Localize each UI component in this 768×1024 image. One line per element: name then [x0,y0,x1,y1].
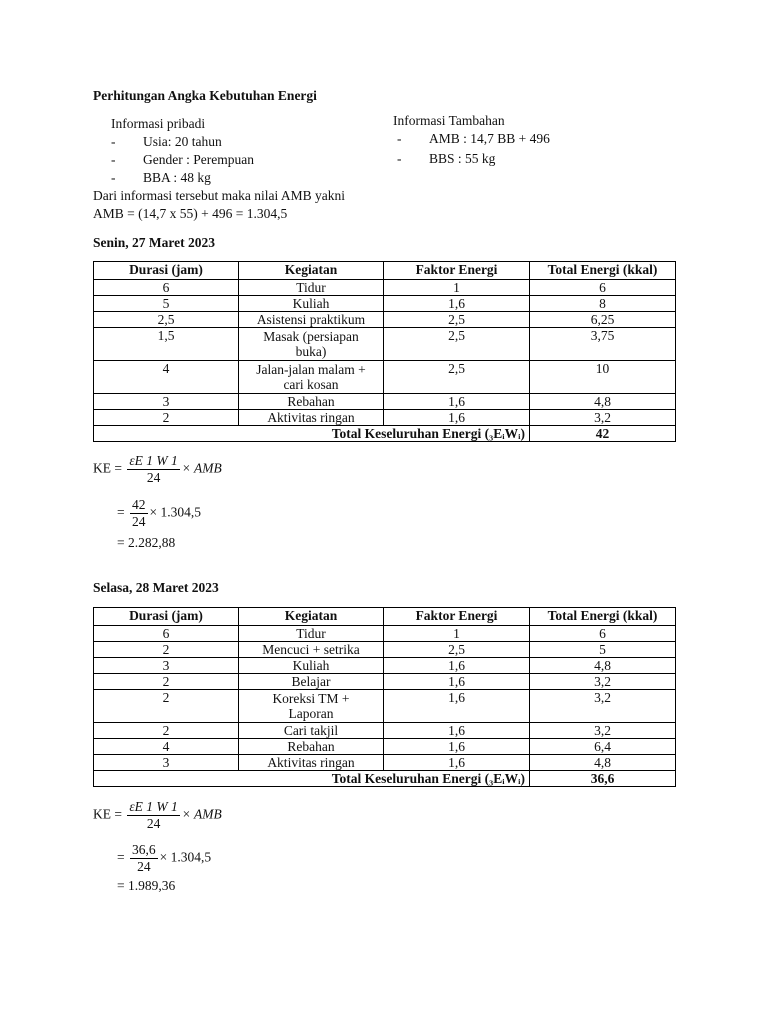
cell-duration: 3 [94,658,239,674]
ke-substitution: = $\frac{36,6}{24}$ × 1.304,5 [117,842,212,874]
document-title: Perhitungan Angka Kebutuhan Energi [93,88,317,103]
formula-fraction: $\frac{\varepsilon E 1 W 1}{24}$ [129,453,178,485]
table-row [94,280,676,296]
cell-duration: 1,5 [94,328,239,361]
cell-energy-factor: 2,5 [384,361,530,394]
day1-heading: Senin, 27 Maret 2023 [93,235,215,250]
amb-calculation-line: AMB = (14,7 x 55) + 496 = 1.304,5 [93,206,288,221]
cell-total-energy: 4,8 [530,658,676,674]
cell-total-energy: 10 [530,361,676,394]
cell-activity: Aktivitas ringan [239,755,384,771]
cell-activity: Belajar [239,674,384,690]
personal-info-item: - BBA : 48 kg [111,170,211,185]
cell-activity: Rebahan [239,394,384,410]
col-header-activity: Kegiatan [239,262,384,280]
cell-duration: 2 [94,410,239,426]
col-header-activity: Kegiatan [239,608,384,626]
ke-formula: KE = $\frac{\varepsilon E 1 W 1}{24}$ × AMB [93,799,222,831]
cell-activity: Aktivitas ringan [239,410,384,426]
cell-energy-factor: 1 [384,280,530,296]
cell-energy-factor: 1,6 [384,723,530,739]
cell-total-energy: 8 [530,296,676,312]
table-row [94,658,676,674]
cell-activity: Kuliah [239,658,384,674]
cell-total-energy: 3,75 [530,328,676,361]
personal-info-heading: Informasi pribadi [111,116,206,131]
ke-formula: KE = $\frac{\varepsilon E 1 W 1}{24}$ × AMB [93,453,222,485]
cell-duration: 4 [94,361,239,394]
extra-info-heading: Informasi Tambahan [393,113,505,128]
cell-total-energy: 6,4 [530,739,676,755]
cell-activity: Rebahan [239,739,384,755]
col-header-duration: Durasi (jam) [94,608,239,626]
cell-total-energy: 3,2 [530,410,676,426]
table-header-row [94,608,676,626]
cell-energy-factor: 2,5 [384,642,530,658]
cell-activity: Koreksi TM + Laporan [239,690,384,723]
cell-total-energy: 6 [530,626,676,642]
table-row [94,755,676,771]
ke-result: = 1.989,36 [117,878,176,893]
table-row [94,361,676,394]
cell-energy-factor: 1,6 [384,658,530,674]
cell-total-energy: 6 [530,280,676,296]
cell-energy-factor: 2,5 [384,328,530,361]
col-header-duration: Durasi (jam) [94,262,239,280]
cell-duration: 2 [94,642,239,658]
cell-total-energy: 3,2 [530,674,676,690]
cell-energy-factor: 1 [384,626,530,642]
cell-duration: 2,5 [94,312,239,328]
cell-duration: 2 [94,674,239,690]
total-energy-label: Total Keseluruhan Energi (₃EᵢWᵢ) [94,771,530,787]
total-energy-value: 42 [530,426,676,442]
cell-total-energy: 3,2 [530,723,676,739]
personal-info-item: - Usia: 20 tahun [111,134,222,149]
table-row [94,723,676,739]
table-total-row [94,771,676,787]
cell-activity: Tidur [239,626,384,642]
cell-energy-factor: 1,6 [384,296,530,312]
cell-duration: 3 [94,394,239,410]
cell-duration: 6 [94,626,239,642]
day2-energy-table [93,607,676,787]
cell-activity: Jalan-jalan malam + cari kosan [239,361,384,394]
cell-activity: Kuliah [239,296,384,312]
cell-activity: Cari takjil [239,723,384,739]
table-row [94,312,676,328]
col-header-energy-factor: Faktor Energi [384,262,530,280]
substitution-fraction: $\frac{42}{24}$ [132,497,146,529]
cell-activity: Masak (persiapan buka) [239,328,384,361]
cell-total-energy: 3,2 [530,690,676,723]
day1-energy-table [93,261,676,442]
cell-duration: 2 [94,723,239,739]
col-header-energy-factor: Faktor Energi [384,608,530,626]
cell-activity: Mencuci + setrika [239,642,384,658]
table-row [94,739,676,755]
cell-energy-factor: 1,6 [384,739,530,755]
cell-energy-factor: 2,5 [384,312,530,328]
table-total-row [94,426,676,442]
day2-heading: Selasa, 28 Maret 2023 [93,580,219,595]
extra-info-item: - AMB : 14,7 BB + 496 [397,131,550,146]
cell-energy-factor: 1,6 [384,394,530,410]
table-row [94,690,676,723]
cell-total-energy: 6,25 [530,312,676,328]
cell-duration: 4 [94,739,239,755]
cell-energy-factor: 1,6 [384,690,530,723]
cell-total-energy: 4,8 [530,755,676,771]
cell-duration: 5 [94,296,239,312]
col-header-total-energy: Total Energi (kkal) [530,262,676,280]
cell-total-energy: 4,8 [530,394,676,410]
table-row [94,674,676,690]
formula-fraction: $\frac{\varepsilon E 1 W 1}{24}$ [129,799,178,831]
ke-substitution: = $\frac{42}{24}$ × 1.304,5 [117,497,201,529]
table-row [94,296,676,312]
total-energy-label: Total Keseluruhan Energi (₃EᵢWᵢ) [94,426,530,442]
extra-info-item: - BBS : 55 kg [397,151,496,166]
table-row [94,642,676,658]
total-energy-value: 36,6 [530,771,676,787]
amb-conclusion-line: Dari informasi tersebut maka nilai AMB yakni [93,188,345,203]
table-row [94,626,676,642]
cell-energy-factor: 1,6 [384,410,530,426]
cell-total-energy: 5 [530,642,676,658]
table-row [94,394,676,410]
personal-info-item: - Gender : Perempuan [111,152,254,167]
cell-energy-factor: 1,6 [384,755,530,771]
col-header-total-energy: Total Energi (kkal) [530,608,676,626]
cell-activity: Tidur [239,280,384,296]
cell-activity: Asistensi praktikum [239,312,384,328]
ke-result: = 2.282,88 [117,535,176,550]
cell-energy-factor: 1,6 [384,674,530,690]
cell-duration: 3 [94,755,239,771]
cell-duration: 6 [94,280,239,296]
table-row [94,328,676,361]
table-row [94,410,676,426]
table-header-row [94,262,676,280]
substitution-fraction: $\frac{36,6}{24}$ [132,842,156,874]
cell-duration: 2 [94,690,239,723]
